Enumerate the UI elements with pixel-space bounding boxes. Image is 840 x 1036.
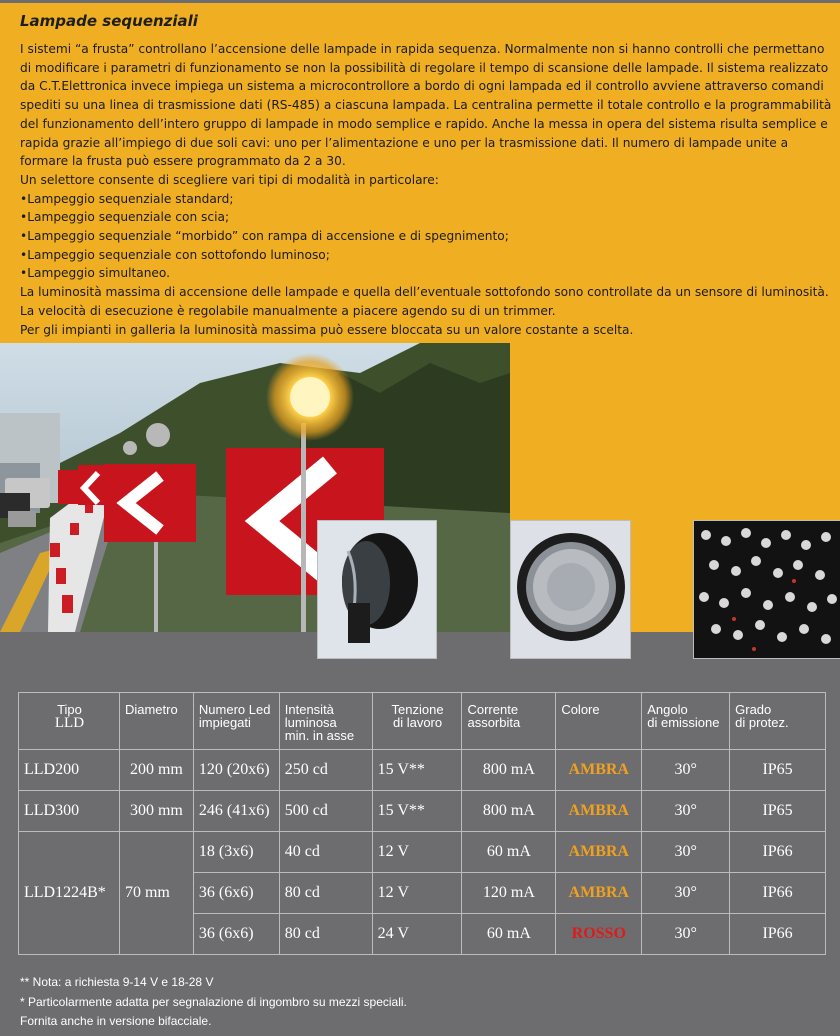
description-text xyxy=(20,40,832,339)
mode-list-item: •Lampeggio sequenziale standard; xyxy=(20,191,234,206)
cell-intensita: 40 cd xyxy=(279,832,372,873)
cell-tipo: LLD1224B* xyxy=(19,832,120,955)
description-paragraph: La velocità di esecuzione è regolabile manualmente a piacere agendo su di un trimmer. xyxy=(20,303,556,318)
footnotes xyxy=(20,973,407,1032)
mode-list-item: •Lampeggio sequenziale con scia; xyxy=(20,210,230,225)
cell-tensione: 24 V xyxy=(372,914,462,955)
cell-led: 120 (20x6) xyxy=(193,750,279,791)
description-paragraph: La luminosità massima di accensione delle lampade e quella dell’eventuale sottofondo sono controllate da un sensore di luminosità. xyxy=(20,285,829,300)
cell-intensita: 250 cd xyxy=(279,750,372,791)
cell-tensione: 12 V xyxy=(372,873,462,914)
table-header-row xyxy=(19,693,826,750)
mode-list-item: •Lampeggio sequenziale con sottofondo luminoso; xyxy=(20,247,330,262)
cell-tipo: LLD300 xyxy=(19,791,120,832)
cell-grado: IP66 xyxy=(730,914,826,955)
cell-corrente: 60 mA xyxy=(462,914,556,955)
header-corrente: Corrente assorbita xyxy=(462,693,556,750)
table-row xyxy=(19,832,826,873)
cell-corrente: 800 mA xyxy=(462,791,556,832)
led-closeup-image xyxy=(694,521,840,658)
description-paragraph: I sistemi “a frusta” controllano l’accensione delle lampade in rapida sequenza. Normalmente non si hanno controlli che permettano di modificare i parametri di funzionamento se non la possibilità di regolare il tempo di scansione delle lampade. Il sistema realizzato da C.T.Elettronica invece impiega un sistema a microcontrollore a bordo di ogni lampada ed il controllo avviene attraverso comandi spediti su una linea di trasmissione dati (RS-485) a ciascuna lampada. La centralina permette il totale controllo e la programmabilità del funzionamento dell’intero gruppo di lampade in modo semplice e rapido. Anche la messa in opera del sistema risulta semplice e rapida grazie all’impiego di due soli cavi: uno per l’alimentazione e uno per la trasmissione dati. Il numero di lampade unite a formare la frusta può essere programmato da 2 a 30. xyxy=(20,42,832,169)
header-diametro: Diametro xyxy=(119,693,193,750)
cell-led: 246 (41x6) xyxy=(193,791,279,832)
header-colore: Colore xyxy=(556,693,642,750)
cell-angolo: 30° xyxy=(642,832,730,873)
cell-colore: AMBRA xyxy=(556,750,642,791)
footnote: ** Nota: a richiesta 9-14 V e 18-28 V xyxy=(20,975,214,989)
header-tipo: Tipo LLD xyxy=(19,693,120,750)
table-row xyxy=(19,791,826,832)
cell-diametro: 70 mm xyxy=(119,832,193,955)
cell-angolo: 30° xyxy=(642,914,730,955)
cell-tensione: 15 V** xyxy=(372,791,462,832)
cell-tensione: 12 V xyxy=(372,832,462,873)
header-intensita: Intensità luminosa min. in asse xyxy=(279,693,372,750)
header-grado: Grado di protez. xyxy=(730,693,826,750)
top-rule xyxy=(0,0,840,3)
cell-led: 36 (6x6) xyxy=(193,914,279,955)
cell-tipo: LLD200 xyxy=(19,750,120,791)
cell-led: 18 (3x6) xyxy=(193,832,279,873)
cell-intensita: 500 cd xyxy=(279,791,372,832)
cell-grado: IP66 xyxy=(730,873,826,914)
table-row xyxy=(19,750,826,791)
cell-colore: AMBRA xyxy=(556,832,642,873)
description-paragraph: Un selettore consente di scegliere vari tipi di modalità in particolare: xyxy=(20,172,439,187)
cell-angolo: 30° xyxy=(642,791,730,832)
mode-list-item: •Lampeggio sequenziale “morbido” con rampa di accensione e di spegnimento; xyxy=(20,229,509,244)
footnote: Fornita anche in versione bifacciale. xyxy=(20,1014,212,1028)
header-numero-led: Numero Led impiegati xyxy=(193,693,279,750)
cell-grado: IP65 xyxy=(730,750,826,791)
page-title: Lampade sequenziali xyxy=(20,12,198,30)
cell-corrente: 120 mA xyxy=(462,873,556,914)
cell-corrente: 800 mA xyxy=(462,750,556,791)
cell-grado: IP66 xyxy=(730,832,826,873)
footnote: * Particolarmente adatta per segnalazione di ingombro su mezzi speciali. xyxy=(20,994,407,1009)
lamp-front-view-image xyxy=(511,521,630,658)
header-tensione: Tenzione di lavoro xyxy=(372,693,462,750)
cell-angolo: 30° xyxy=(642,873,730,914)
cell-tensione: 15 V** xyxy=(372,750,462,791)
cell-diametro: 200 mm xyxy=(119,750,193,791)
cell-intensita: 80 cd xyxy=(279,914,372,955)
cell-angolo: 30° xyxy=(642,750,730,791)
cell-diametro: 300 mm xyxy=(119,791,193,832)
lamp-side-view-image xyxy=(318,521,436,658)
cell-corrente: 60 mA xyxy=(462,832,556,873)
header-angolo: Angolo di emissione xyxy=(642,693,730,750)
mode-list-item: •Lampeggio simultaneo. xyxy=(20,266,171,281)
cell-grado: IP65 xyxy=(730,791,826,832)
cell-colore: AMBRA xyxy=(556,791,642,832)
cell-colore: AMBRA xyxy=(556,873,642,914)
specifications-table xyxy=(18,692,826,955)
cell-intensita: 80 cd xyxy=(279,873,372,914)
cell-colore: ROSSO xyxy=(556,914,642,955)
cell-led: 36 (6x6) xyxy=(193,873,279,914)
description-paragraph: Per gli impianti in galleria la luminosità massima può essere bloccata su un valore costante a scelta. xyxy=(20,322,634,337)
